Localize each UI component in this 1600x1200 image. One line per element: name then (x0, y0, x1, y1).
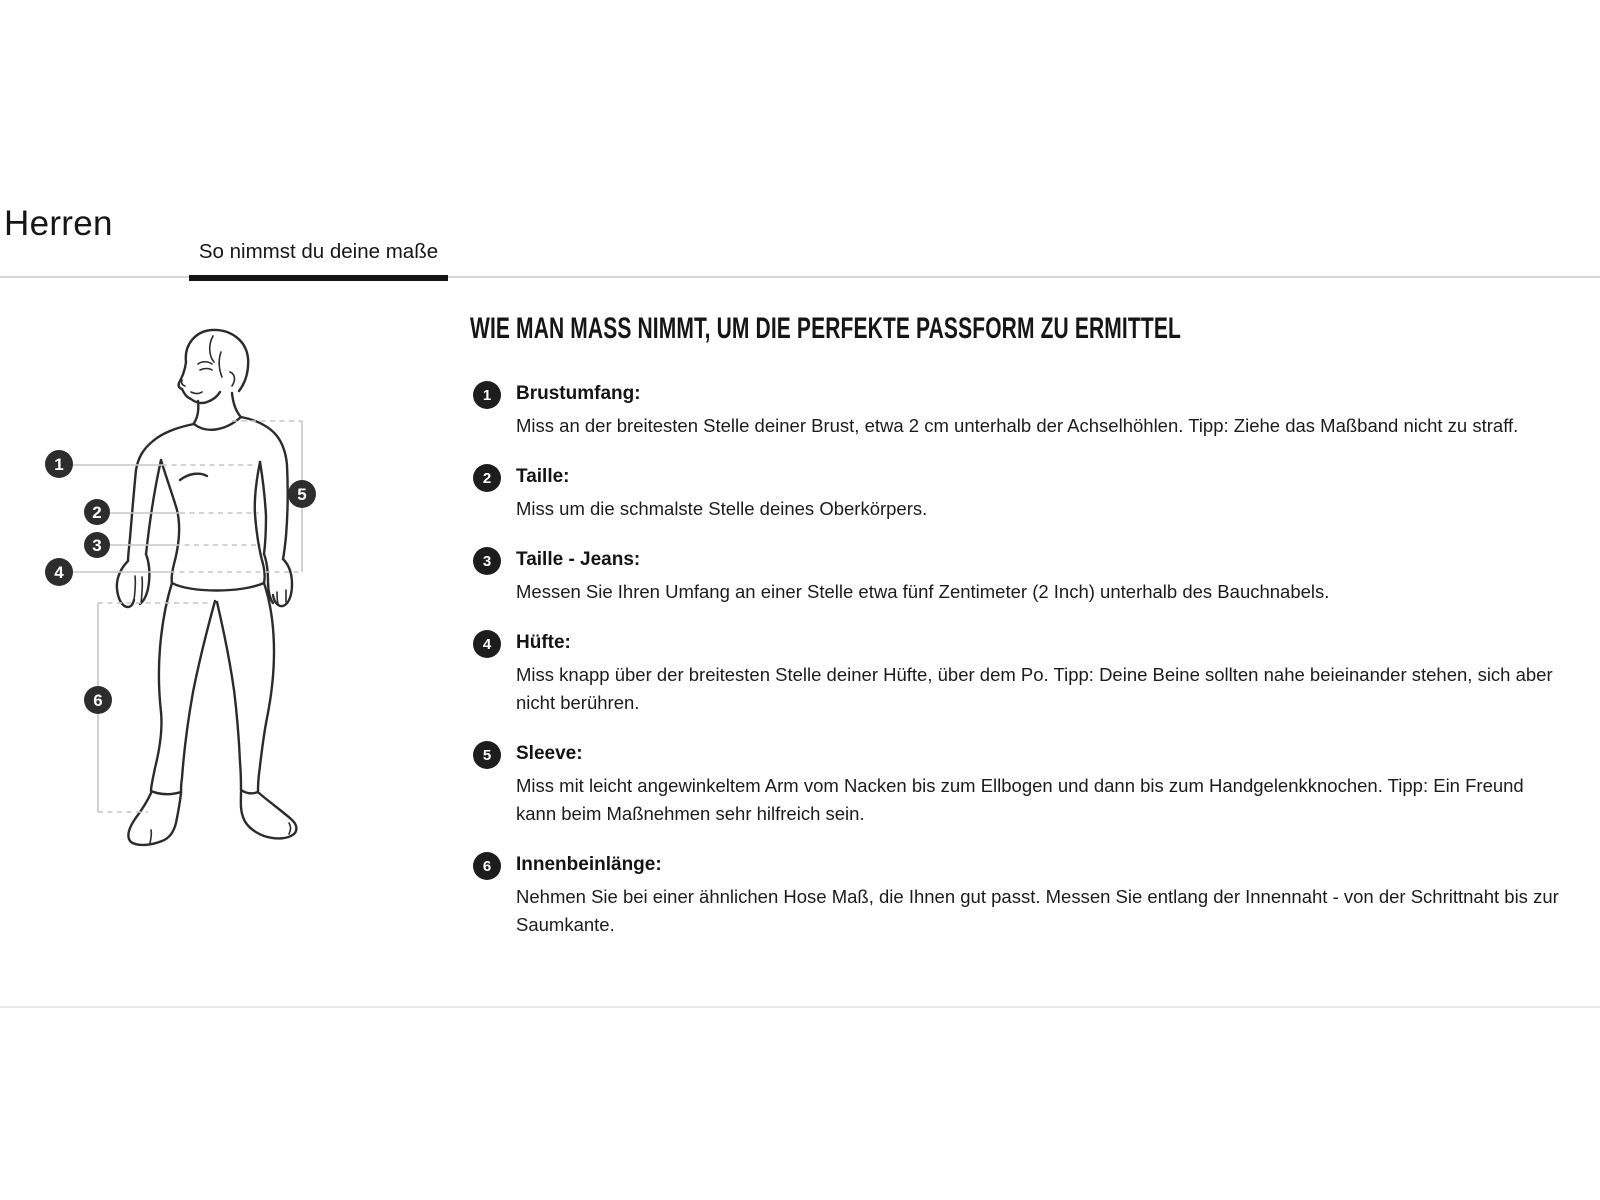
tab-bar (0, 228, 1600, 278)
step-badge-1: 1 (473, 381, 501, 409)
instruction-text: Miss an der breitesten Stelle deiner Brust, etwa 2 cm unterhalb der Achselhöhlen. Tipp: Ziehe das Maßband nicht zu straff. (516, 415, 1519, 436)
svg-text:4: 4 (54, 563, 64, 582)
instruction-text: Miss knapp über der breitesten Stelle deiner Hüfte, über dem Po. Tipp: Deine Beine sollten nahe beieinander stehen, sich aber nicht berühren. (516, 664, 1553, 713)
measuring-instructions (470, 312, 1562, 961)
instruction-text: Miss um die schmalste Stelle deines Oberkörpers. (516, 498, 928, 519)
step-badge-6: 6 (473, 852, 501, 880)
step-badge-4: 4 (473, 630, 501, 658)
svg-text:6: 6 (93, 691, 103, 710)
diagram-marker-6 (84, 686, 112, 714)
instruction-item-chest (473, 379, 1562, 440)
diagram-marker-4 (45, 558, 73, 586)
instruction-label: Taille - Jeans: (516, 549, 641, 570)
instructions-title: WIE MAN MASS NIMMT, UM DIE PERFEKTE PASSFORM ZU ERMITTEL (470, 312, 1181, 345)
instruction-item-inseam (473, 850, 1562, 939)
page-title: Herren (4, 204, 113, 244)
instruction-label: Hüfte: (516, 632, 571, 653)
diagram-marker-1 (45, 450, 73, 478)
svg-text:5: 5 (297, 485, 307, 504)
instruction-label: Taille: (516, 466, 570, 487)
diagram-marker-3 (84, 532, 110, 558)
svg-text:3: 3 (92, 536, 102, 555)
instruction-text: Messen Sie Ihren Umfang an einer Stelle etwa fünf Zentimeter (2 Inch) unterhalb des Bauchnabels. (516, 581, 1330, 602)
instruction-item-sleeve (473, 739, 1562, 828)
instruction-label: Sleeve: (516, 743, 583, 764)
body-outline-illustration (10, 300, 350, 860)
measurement-diagram (10, 300, 350, 860)
step-badge-5: 5 (473, 741, 501, 769)
step-badge-2: 2 (473, 464, 501, 492)
instruction-item-waist (473, 462, 1562, 523)
tab-measuring-guide-label: So nimmst du deine maße (198, 239, 439, 263)
svg-text:2: 2 (92, 503, 102, 522)
svg-text:1: 1 (54, 455, 64, 474)
instruction-text: Miss mit leicht angewinkeltem Arm vom Nacken bis zum Ellbogen und dann bis zum Handgelenkknochen. Tipp: Ein Freund kann beim Maßnehmen sehr hilfreich sein. (516, 775, 1524, 824)
male-figure-outline (117, 330, 297, 845)
instruction-item-jeans-waist (473, 545, 1562, 606)
instruction-label: Innenbeinlänge: (516, 854, 662, 875)
tab-measuring-guide[interactable] (189, 228, 448, 281)
instruction-label: Brustumfang: (516, 383, 641, 404)
step-badge-3: 3 (473, 547, 501, 575)
bottom-divider (0, 1006, 1600, 1008)
instruction-text: Nehmen Sie bei einer ähnlichen Hose Maß, die Ihnen gut passt. Messen Sie entlang der Innennaht - von der Schrittnaht bis zur Saumkante. (516, 886, 1559, 935)
diagram-marker-5 (288, 480, 316, 508)
diagram-marker-2 (84, 499, 110, 525)
instruction-item-hip (473, 628, 1562, 717)
